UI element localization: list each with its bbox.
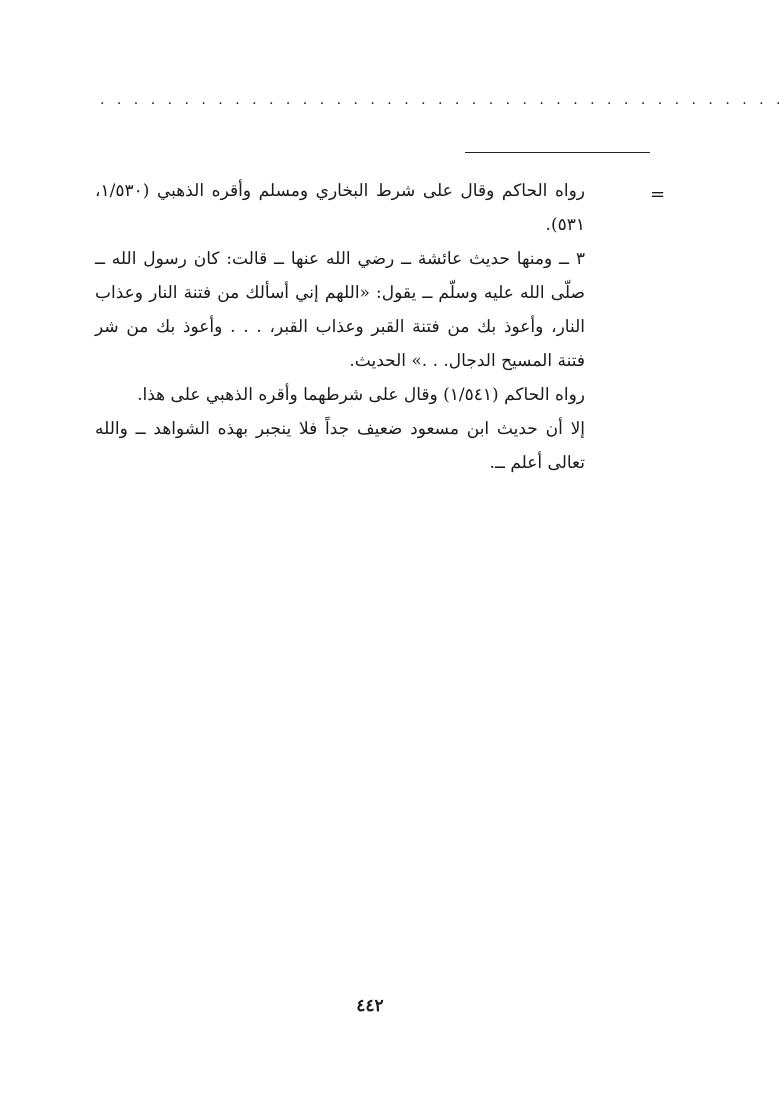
footnote-body — [95, 174, 585, 480]
continuation-mark: = — [650, 184, 666, 205]
paragraph-hakim-first: رواه الحاكم وقال على شرط البخاري ومسلم وأقره الذهبي (١/٥٣٠، ٥٣١). — [95, 181, 585, 235]
paragraph-aisha-hadith: ٣ ــ ومنها حديث عائشة ــ رضي الله عنها ــ قالت: كان رسول الله ــ صلّى الله عليه وسلّم ــ يقول: «اللهم إني أسألك من فتنة النار وعذاب النار، وأعوذ بك من فتنة القبر وعذاب القبر، . . . وأعوذ بك من شر فتنة المسيح الدجال. . .» الحديث. — [95, 249, 585, 371]
paragraph-hakim-second: رواه الحاكم (١/٥٤١) وقال على شرطهما وأقره الذهبي على هذا. — [137, 385, 585, 405]
dot-leader: . . . . . . . . . . . . . . . . . . . . . . . . . . . . . . . . . . . . . . . . . — [100, 92, 784, 108]
footnote-separator-rule — [465, 152, 650, 153]
paragraph-conclusion: إلا أن حديث ابن مسعود ضعيف جداً فلا ينجبر بهذه الشواهد ــ والله تعالى أعلم ــ. — [95, 419, 585, 473]
page-number: ٤٤٢ — [356, 996, 384, 1016]
